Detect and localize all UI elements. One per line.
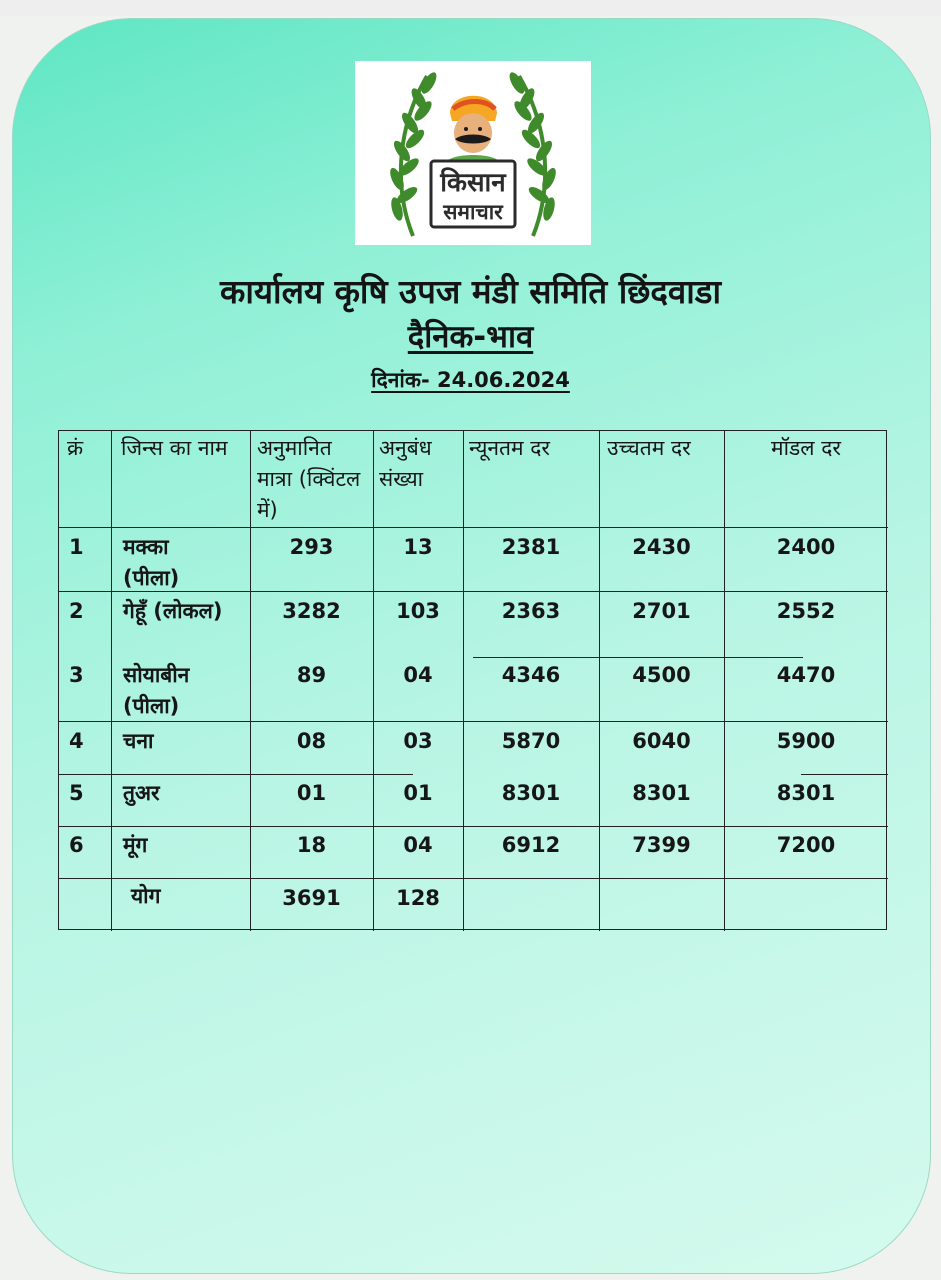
row-2-name: गेहूँ (लोकल): [123, 599, 223, 623]
total-quantity: 3691: [282, 886, 341, 910]
row-line: [59, 826, 888, 827]
row-6-max: 7399: [632, 833, 691, 857]
row-line: [59, 878, 888, 879]
row-3-contracts: 04: [403, 663, 433, 687]
row-3-max: 4500: [632, 663, 691, 687]
row-6-model: 7200: [776, 833, 836, 857]
row-3-min: 4346: [501, 663, 561, 687]
header-min-rate: न्यूनतम दर: [469, 436, 550, 460]
row-4-quantity: 08: [296, 729, 327, 753]
row-1-name: मक्का (पीला): [123, 535, 180, 590]
row-line-partial: [473, 657, 803, 658]
kisan-samachar-logo: [355, 61, 591, 245]
row-1-serial: 1: [69, 535, 84, 559]
logo-text-line2: समाचार: [443, 200, 503, 224]
header-commodity: जिन्स का नाम: [121, 436, 228, 460]
row-4-serial: 4: [69, 729, 84, 753]
row-5-quantity: 01: [296, 781, 327, 805]
row-6-min: 6912: [501, 833, 561, 857]
row-line-partial: [59, 774, 413, 775]
row-6-quantity: 18: [296, 833, 327, 857]
header-contracts: अनुबंध संख्या: [379, 436, 432, 491]
row-6-name: मूंग: [123, 833, 148, 857]
row-2-serial: 2: [69, 599, 84, 623]
row-4-model: 5900: [776, 729, 836, 753]
date-text: दिनांक- 24.06.2024: [371, 368, 570, 392]
row-6-serial: 6: [69, 833, 84, 857]
col-line: [111, 431, 112, 931]
row-6-contracts: 04: [403, 833, 433, 857]
row-5-contracts: 01: [403, 781, 433, 805]
row-1-contracts: 13: [403, 535, 433, 559]
row-3-name: सोयाबीन (पीला): [123, 663, 190, 718]
total-label: योग: [131, 884, 161, 908]
header-model-rate: मॉडल दर: [771, 436, 841, 460]
row-1-quantity: 293: [289, 535, 334, 559]
row-1-model: 2400: [776, 535, 836, 559]
row-2-model: 2552: [776, 599, 836, 623]
top-strip: [0, 0, 941, 16]
row-4-contracts: 03: [403, 729, 433, 753]
row-line-partial: [801, 774, 888, 775]
row-5-max: 8301: [632, 781, 691, 805]
row-5-name: तुअर: [123, 781, 160, 805]
logo-text-line1: किसान: [440, 168, 506, 198]
row-line: [59, 527, 888, 528]
daily-rate-title: [0, 315, 941, 357]
row-5-serial: 5: [69, 781, 84, 805]
row-4-max: 6040: [632, 729, 691, 753]
row-1-max: 2430: [632, 535, 691, 559]
row-4-name: चना: [123, 729, 154, 753]
header-serial: क्रं: [67, 436, 84, 460]
header-quantity: अनुमानित मात्रा (क्विंटल में): [257, 436, 361, 522]
row-2-quantity: 3282: [282, 599, 341, 623]
date-line: [0, 366, 941, 394]
row-5-min: 8301: [501, 781, 561, 805]
row-2-contracts: 103: [396, 599, 440, 623]
total-contracts: 128: [396, 886, 440, 910]
office-title: कार्यालय कृषि उपज मंडी समिति छिंदवाडा: [220, 272, 721, 311]
row-1-min: 2381: [501, 535, 561, 559]
rates-table: [58, 430, 887, 930]
logo-graphic: [355, 61, 591, 245]
row-3-serial: 3: [69, 663, 84, 687]
row-2-max: 2701: [632, 599, 691, 623]
row-3-quantity: 89: [296, 663, 327, 687]
header-max-rate: उच्चतम दर: [607, 436, 691, 460]
row-2-min: 2363: [501, 599, 561, 623]
row-5-model: 8301: [776, 781, 836, 805]
row-3-model: 4470: [776, 663, 836, 687]
daily-rate-title-text: दैनिक-भाव: [407, 319, 534, 355]
row-4-min: 5870: [501, 729, 561, 753]
